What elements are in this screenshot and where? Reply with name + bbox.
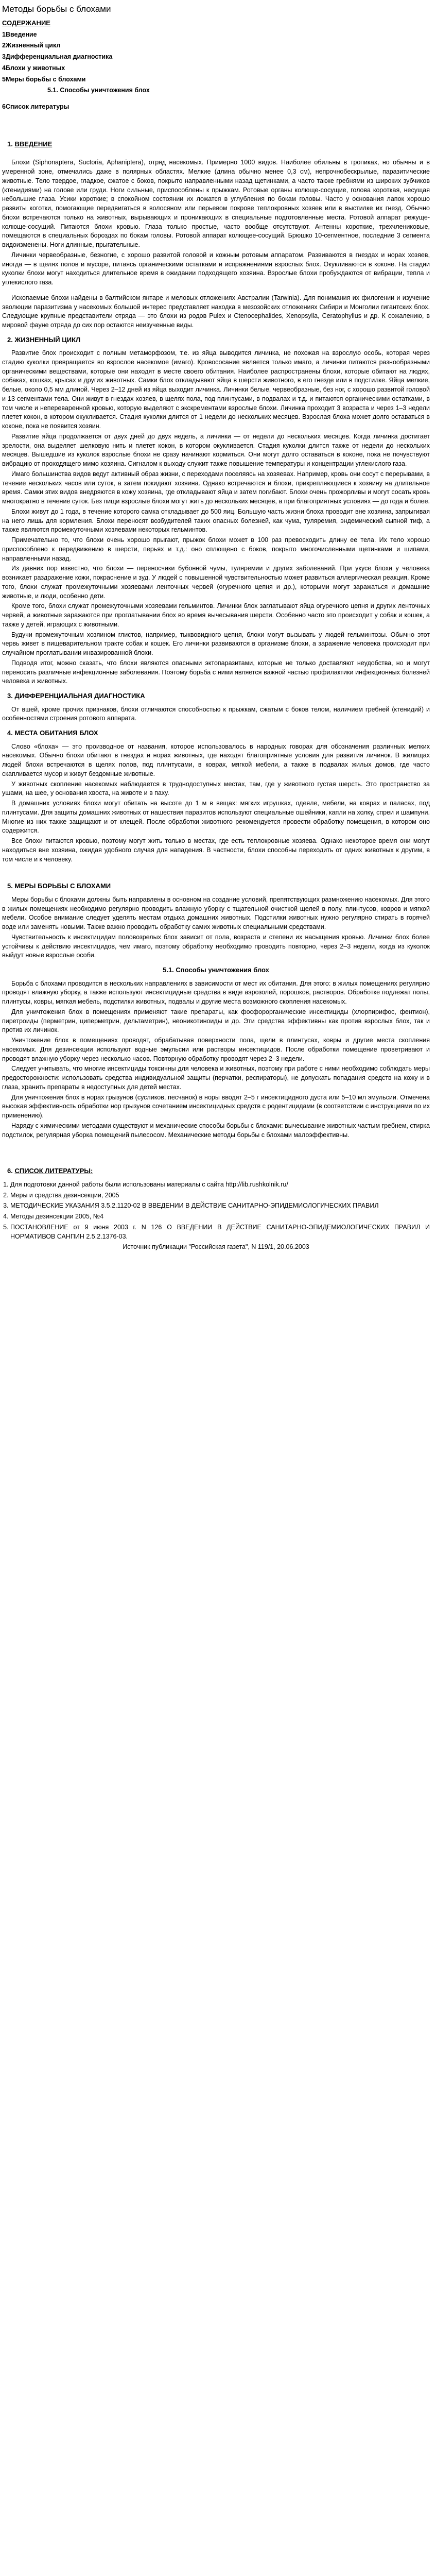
- paragraph: Уничтожение блох в помещениях проводят, обрабатывая поверхности пола, щели в плинтусах, ковры и другие места скопления насекомых. Для дезинсекции используют водные эмульсии или растворы инсектицидов. После обработки помещение проветривают и проводят влажную уборку через несколько часов. Повторную обработку проводят через 2–3 недели.: [2, 1037, 430, 1062]
- paragraph: Наряду с химическими методами существуют и механические способы борьбы с блохами: вычесывание животных частым гребнем, стирка подстилок, регулярная уборка помещений пылесосом. Механические методы борьбы с блохами малоэффективны.: [2, 1122, 430, 1139]
- paragraph: Для уничтожения блох в норах грызунов (сусликов, песчанок) в норы вводят 2–5 г инсектицидного дуста или 5–10 мл эмульсии. Отмечена высокая эффективность обработки нор грызунов сочетанием инсектицидных средств с родентицидами (в соответствии с инструкциями по их применению).: [2, 1093, 430, 1120]
- paragraph: Следует учитывать, что многие инсектициды токсичны для человека и животных, поэтому при работе с ними необходимо соблюдать меры предосторожности: использовать средства индивидуальной защиты (перчатки, респираторы), не допускать попадания средств на кожу и в глаза, хранить препараты в недоступных для детей местах.: [2, 1065, 430, 1091]
- reference-item: 5. ПОСТАНОВЛЕНИЕ от 9 июня 2003 г. N 126 О ВВЕДЕНИИ В ДЕЙСТВИЕ САНИТАРНО-ЭПИДЕМИОЛОГИЧЕСКИХ ПРАВИЛ И НОРМАТИВОВ САНПИН 2.5.2.1376-03.: [10, 1223, 430, 1242]
- section-title-references: 6. СПИСОК ЛИТЕРАТУРЫ:: [7, 1167, 93, 1175]
- section-title-life-cycle: 2. ЖИЗНЕННЫЙ ЦИКЛ: [7, 335, 81, 344]
- section-title-habitats: 4. МЕСТА ОБИТАНИЯ БЛОХ: [7, 729, 98, 737]
- paragraph: Имаго большинства видов ведут активный образ жизни, с переходами поселяясь на хозяевах. Например, кровь они сосут с перерывами, в течение нескольких часов или суток, а затем покидают хозяина. Однако встречаются и блохи, прикрепляющиеся к хозяину на длительное время. Самки этих видов внедряются в кожу хозяина, где откладывают яйца и затем погибают. Блохи очень прожорливы и могут сосать кровь многократно в течение суток. Без пищи взрослые блохи могут жить до нескольких месяцев, а при благоприятных условиях — до года и более.: [2, 470, 430, 505]
- paragraph: Блохи (Siphonaptera, Suctoria, Aphaniptera), отряд насекомых. Примерно 1000 видов. Наиболее обильны в тропиках, но обычны и в умеренной зоне, отмечались даже в полярных областях. Мелкие (длина обычно менее 0,3 см), непрочнобескрылые, паразитические животные. Тело твердое, гладкое, сжатое с боков, покрыто направленными назад щетинками, а часто также гребнями из широких зубчиков (ктенидиями) на голове или груди. Ноги сильные, приспособлены к прыжкам. Ротовые органы колюще-сосущие, голова короткая, несущая небольшие глаза. Усики короткие; в спокойном состоянии их ложатся в углубления по бокам головы. Часто у основания лапок хорошо развиты коготки, помогающие передвигаться в волосяном или перьевом покрове теплокровных хозяев или в выстилке их гнезд. Обычно блохи встречаются только на животных, вырывающих и проникающих в специальные подготовленные места. Ротовой аппарат режуще-колюще-сосущий. Питаются блохи кровью. Глаза только простые, часто вообще отсутствуют. Антенны короткие, трехчлениковые, помещаются в специальных бороздах по бокам головы. Ротовой аппарат колющее-сосущий. Брюшко 10-сегментное, последние 3 сегмента видоизменены. Ноги длинные, прыгательные.: [2, 159, 430, 249]
- reference-item: 4. Методы дезинсекции 2005, №4: [10, 1212, 430, 1222]
- paragraph: Ископаемые блохи найдены в балтийском янтаре и меловых отложениях Австралии (Tarwinia). Для понимания их филогении и изучение эволюции паразитизма у насекомых большой интерес представляет находка в мезозойских отложениях Сибири и Монголии гигантских блох. Следующие крупные представители отряда — это блохи из родов Pulex и Ctenocephalides, Xenopsylla, Ceratophyllus и др. К сожалению, в мировой фауне отряда до сих пор остаются неизученные виды.: [2, 294, 430, 329]
- reference-source-note: Источник публикации "Российская газета", N 119/1, 20.06.2003: [123, 1243, 309, 1251]
- paragraph: Развитие яйца продолжается от двух дней до двух недель, а личинки — от недели до нескольких месяцев. Когда личинка достигает зрелости, она выделяет шелковую нить и плетет кокон, в котором окукливается. Стадия куколки длится также от недели до нескольких месяцев. Вышедшие из куколок взрослые блохи не сразу начинают кормиться. Они могут долго оставаться в коконе, пока не почувствуют вибрацию от проходящего мимо хозяина. Сигналом к выходу служит также повышение температуры и концентрации углекислого газа.: [2, 432, 430, 468]
- paragraph: Из давних пор известно, что блохи — переносчики бубонной чумы, туляремии и других заболеваний. При укусе блохи у человека возникает раздражение кожи, покраснение и зуд. У людей с повышенной чувствительностью может развиться аллергическая реакция. Кроме того, блохи служат промежуточными хозяевами ленточных червей (огуречного цепня и др.), которыми могут заражаться и домашние животные, и люди, особенно дети.: [2, 565, 430, 600]
- page-title: Методы борьбы с блохами: [2, 4, 111, 14]
- paragraph: Развитие блох происходит с полным метаморфозом, т.е. из яйца выводится личинка, не похожая на взрослую особь, которая через стадию куколки превращается во взрослое насекомое (имаго). Кровососание является только имаго, а личинки питаются разнообразными органическими веществами, которые они находят в месте своего обитания. Наиболее распространены блохи, которые обитают на людях, собаках, кошках, крысах и других животных. Самки блох откладывают яйца в шерсти животного, в его гнезде или в подстилке. Яйца мелкие, белые, около 0,5 мм длиной. Через 2–12 дней из яйца выходит личинка. Личинки белые, червеобразные, без ног, с хорошо развитой головой и 13 сегментами тела. Они живут в гнездах хозяев, в щелях пола, под плинтусами, в подвалах и т.д. и питаются органическими остатками, в том числе и непереваренной кровью, которую выделяют с экскрементами взрослые блохи. Личинка проходит 3 возраста и через 1–3 недели плетет кокон, в котором окукливается. Стадия куколки длится от 1 недели до нескольких месяцев. Взрослая блоха может долго оставаться в коконе, пока не появится хозяин.: [2, 349, 430, 430]
- section-title-extermination-methods: 5.1. Способы уничтожения блох: [163, 966, 269, 974]
- paragraph: Подводя итог, можно сказать, что блохи являются опасными эктопаразитами, которые не только доставляют неудобства, но и могут переносить различные инфекционные заболевания. Поэтому борьба с ними является важной частью профилактики инфекционных болезней человека и животных.: [2, 659, 430, 685]
- paragraph: Меры борьбы с блохами должны быть направлены в основном на создание условий, препятствующих размножению насекомых. Для этого в жилых помещениях необходимо регулярно проводить влажную уборку с тщательной очисткой щелей в полу, плинтусов, ковров и мягкой мебели. Особое внимание следует уделять местам отдыха домашних животных. Подстилки животных нужно регулярно стирать в горячей воде или заменять новыми. Также важно проводить обработку самих животных специальными средствами.: [2, 895, 430, 931]
- reference-item: 1. Для подготовки данной работы были использованы материалы с сайта http://lib.rushkolnik.ru/: [10, 1180, 430, 1190]
- toc-item[interactable]: 5Меры борьбы с блохами: [2, 75, 86, 83]
- paragraph: Личинки червеобразные, безногие, с хорошо развитой головой и кожным ротовым аппаратом. Развиваются в гнездах и норах хозяев, иногда — в щелях полов и мусоре, питаясь органическими остатками и испражнениями взрослых блох. Окукливаются в коконе. На стадии куколки блохи могут находиться длительное время в ожидании подходящего хозяина. Взрослые блохи пробуждаются от вибрации, тепла и углекислого газа.: [2, 251, 430, 286]
- toc-heading: СОДЕРЖАНИЕ: [2, 19, 50, 27]
- toc-item[interactable]: 6Список литературы: [2, 103, 69, 111]
- paragraph: Блохи живут до 1 года, в течение которого самка откладывает до 500 яиц. Большую часть жизни блоха проводит вне хозяина, запрыгивая на него лишь для кормления. Блохи переносят возбудителей таких опасных болезней, как чума, туляремия, эндемический сыпной тиф, а также являются промежуточными хозяевами некоторых гельминтов.: [2, 507, 430, 534]
- paragraph: Все блохи питаются кровью, поэтому могут жить только в местах, где есть теплокровные хозяева. Однако некоторое время они могут находиться вне хозяина, ожидая удобного случая для нападения. В частности, блохи способны переходить от одних животных к другим, в том числе и к человеку.: [2, 837, 430, 863]
- paragraph: Чувствительность к инсектицидам половозрелых блох зависит от пола, возраста и степени их насыщения кровью. Личинки блох более устойчивы к действию инсектицидов, чем имаго, поэтому обработку необходимо проводить повторно, через 2–3 недели, когда из куколок выйдут новые взрослые особи.: [2, 933, 430, 959]
- paragraph: От вшей, кроме прочих признаков, блохи отличаются способностью к прыжкам, сжатым с боков телом, наличием гребней (ктенидий) и особенностями строения ротового аппарата.: [2, 705, 430, 722]
- paragraph: Для уничтожения блох в помещениях применяют такие препараты, как фосфорорганические инсектициды (хлорпирифос, фентион), пиретроиды (перметрин, циперметрин, дельтаметрин), неоникотиноиды и др. Эти средства эффективны как против взрослых блох, так и против их личинок.: [2, 1008, 430, 1034]
- paragraph: Слово «блоха» — это производное от названия, которое использовалось в народных говорах для обозначения различных мелких насекомых. Обычно блохи обитают в гнездах и норах животных, где находят благоприятные условия для развития личинок. В жилищах людей блохи встречаются в щелях полов, под плинтусами, в коврах, мягкой мебели, а также в подвалах жилых домов, где часто скапливается мусор и живут бездомные животные.: [2, 742, 430, 777]
- toc-item[interactable]: 2Жизненный цикл: [2, 42, 61, 49]
- paragraph: У животных скопление насекомых наблюдается в труднодоступных местах, там, где у животного густая шерсть. Это пространство за ушами, на шее, у основания хвоста, на животе и в паху.: [2, 780, 430, 797]
- section-title-introduction: 1. ВВЕДЕНИЕ: [7, 140, 53, 148]
- reference-item: 2. Меры и средства дезинсекции, 2005: [10, 1191, 430, 1200]
- reference-item: 3. МЕТОДИЧЕСКИЕ УКАЗАНИЯ 3.5.2.1120-02 В ВВЕДЕНИИ В ДЕЙСТВИЕ САНИТАРНО-ЭПИДЕМИОЛОГИЧЕСКИХ ПРАВИЛ: [10, 1201, 430, 1211]
- document-page: [0, 0, 432, 1252]
- toc-item[interactable]: 5.1. Способы уничтожения блох: [47, 87, 150, 94]
- section-title-diagnostics: 3. ДИФФЕРЕНЦИАЛЬНАЯ ДИАГНОСТИКА: [7, 692, 145, 700]
- table-of-contents: [2, 30, 430, 112]
- paragraph: В домашних условиях блохи могут обитать на высоте до 1 м в вещах: мягких игрушках, одеяле, мебели, на коврах и паласах, под плинтусами. Для защиты домашних животных от нашествия паразитов используют специальные ошейники, капли на холку, спреи и шампуни. Многие из них также защищают и от клещей. После обработки животного рекомендуется провести обработку помещения, в котором оно содержится.: [2, 800, 430, 835]
- toc-item[interactable]: 1Введение: [2, 30, 37, 38]
- reference-list: [2, 1180, 430, 1242]
- toc-item[interactable]: 4Блохи у животных: [2, 64, 65, 72]
- paragraph: Будучи промежуточным хозяином глистов, например, тыквовидного цепня, блохи могут вызывать у людей гельминтозы. Обычно этот червь живет в пищеварительном тракте собак и кошек. Его личинки развиваются в организме блохи, а заражение человека происходит при случайном проглатывании инвазированной блохи.: [2, 631, 430, 657]
- toc-item[interactable]: 3Дифференциальная диагностика: [2, 53, 113, 61]
- paragraph: Примечательно то, что блохи очень хорошо прыгают, прыжок блохи может в 100 раз превосходить длину ее тела. Их тело хорошо приспособлено к передвижению в шерсти, перьях и т.д.: оно сплющено с боков, покрыто многочисленными щетинками и шипами, направленными назад.: [2, 536, 430, 562]
- paragraph: Кроме того, блохи служат промежуточными хозяевами гельминтов. Личинки блох заглатывают яйца огуречного цепня и других ленточных червей, а животные заражаются при проглатывании блох во время вычесывания шерсти. Особенно часто это происходит у собак и кошек, а также у детей, играющих с животными.: [2, 602, 430, 628]
- paragraph: Борьба с блохами проводится в нескольких направлениях в зависимости от мест их обитания. Для этого: в жилых помещениях регулярно проводят влажную уборку, а также используют инсектицидные средства в виде аэрозолей, порошков, растворов. Обработке подлежат полы, плинтусы, ковры, мягкая мебель, подстилки животных, подвалы и другие места возможного скопления насекомых.: [2, 979, 430, 1006]
- section-title-control-measures: 5. МЕРЫ БОРЬБЫ С БЛОХАМИ: [7, 882, 111, 890]
